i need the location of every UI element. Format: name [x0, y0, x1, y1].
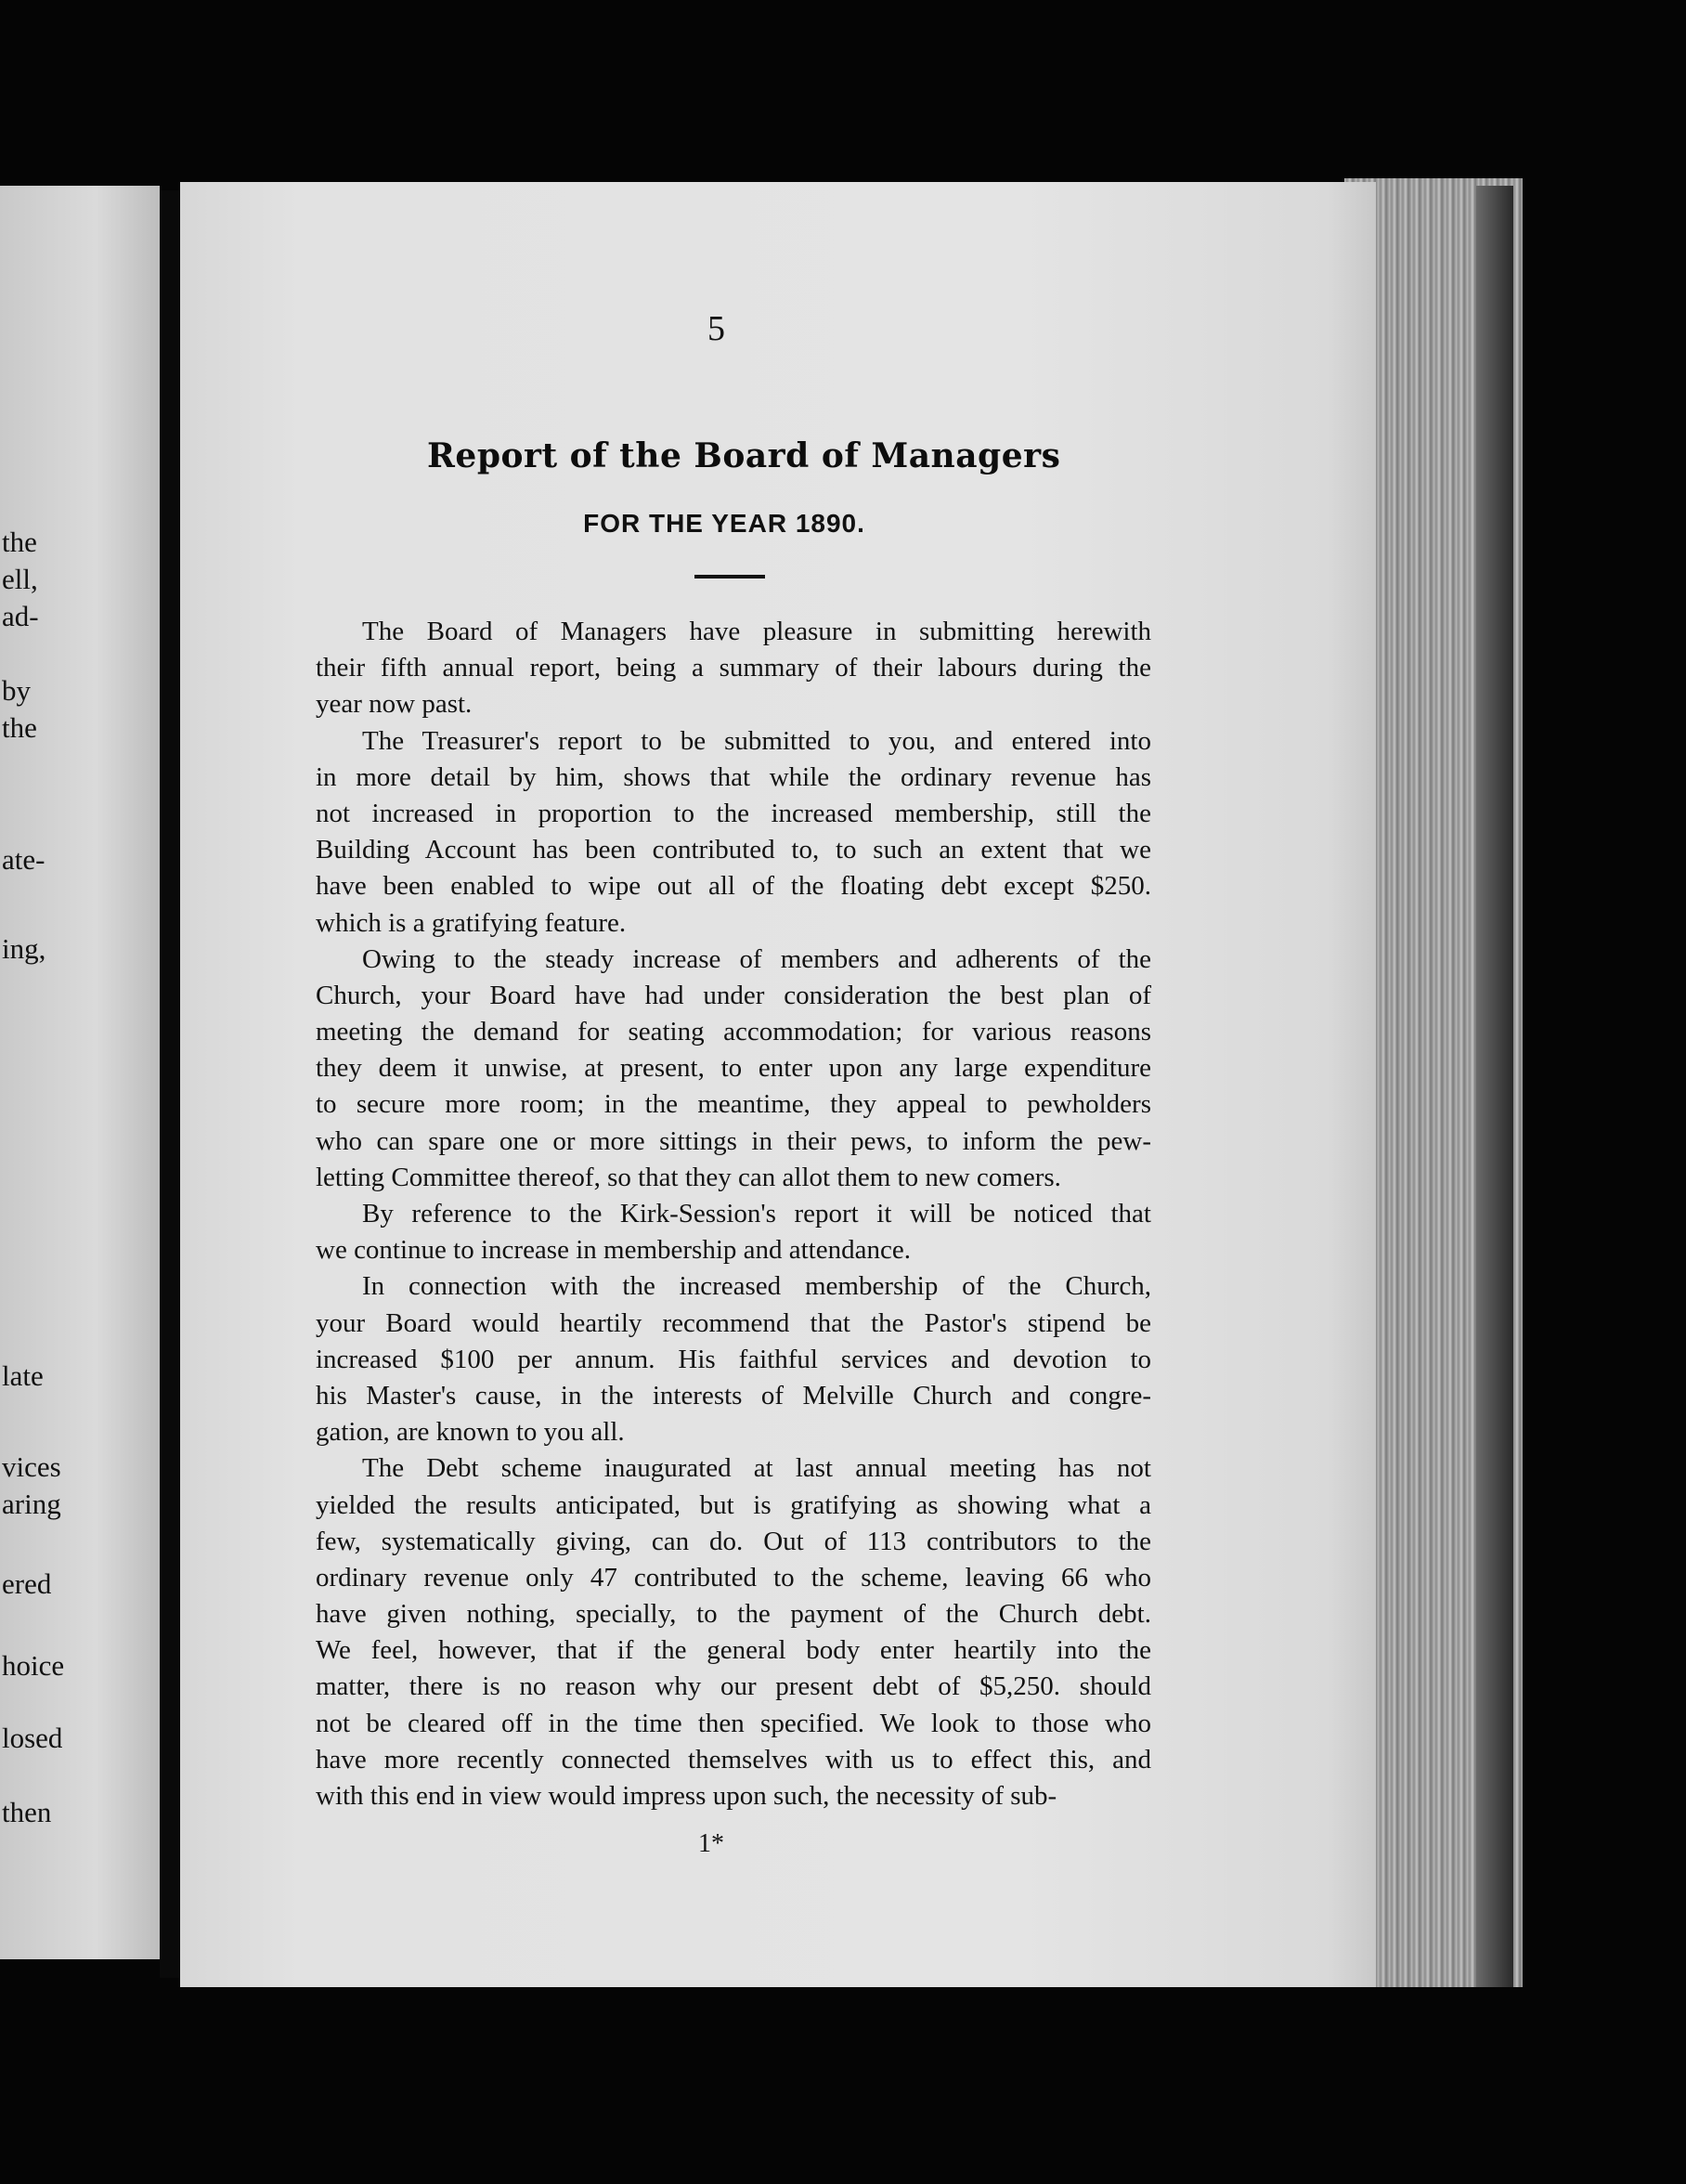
paragraph-line: We feel, however, that if the general body enter heartily into the	[316, 1635, 1151, 1666]
left-page-fragment: vices	[2, 1450, 61, 1483]
left-page-fragment: hoice	[2, 1649, 65, 1682]
left-page-fragment: by	[2, 674, 31, 707]
left-page-fragment: late	[2, 1359, 44, 1392]
paragraph-line: ordinary revenue only 47 contributed to the scheme, leaving 66 who	[316, 1562, 1151, 1592]
paragraph-line: with this end in view would impress upon such, the necessity of sub-	[316, 1781, 1057, 1811]
left-facing-page	[0, 186, 160, 1959]
paragraph-line: By reference to the Kirk-Session's report it will be noticed that	[362, 1199, 1151, 1228]
paragraph-line: we continue to increase in membership and attendance.	[316, 1235, 911, 1266]
paragraph-line: letting Committee thereof, so that they can allot them to new comers.	[316, 1162, 1061, 1192]
paragraph-line: have more recently connected themselves with us to effect this, and	[316, 1744, 1151, 1774]
left-page-fragment: the	[2, 711, 37, 744]
report-title: Report of the Board of Managers	[427, 436, 1061, 475]
paragraph-line: have given nothing, specially, to the payment of the Church debt.	[316, 1599, 1151, 1630]
paragraph-line: yielded the results anticipated, but is gratifying as showing what a	[316, 1489, 1151, 1520]
paragraph-line: your Board would heartily recommend that the Pastor's stipend be	[316, 1307, 1151, 1338]
paragraph-line: gation, are known to you all.	[316, 1417, 625, 1448]
left-page-fragment: ad-	[2, 600, 39, 632]
paragraph-line: meeting the demand for seating accommodation; for various reasons	[316, 1017, 1151, 1047]
title-divider	[694, 575, 765, 578]
report-subtitle: FOR THE YEAR 1890.	[583, 509, 865, 538]
paragraph-line: not increased in proportion to the increased membership, still the	[316, 798, 1151, 828]
paragraph-line: Church, your Board have had under consideration the best plan of	[316, 980, 1151, 1010]
paragraph-line: Building Account has been contributed to, to such an extent that we	[316, 835, 1151, 865]
paragraph-line: matter, there is no reason why our present debt of $5,250. should	[316, 1671, 1151, 1702]
paragraph-line: year now past.	[316, 689, 473, 720]
paragraph-line: Owing to the steady increase of members and adherents of the	[362, 943, 1151, 974]
left-page-fragment: ell,	[2, 563, 38, 595]
book-gutter	[160, 190, 180, 1978]
paragraph-line: few, systematically giving, can do. Out of 113 contributors to the	[316, 1526, 1151, 1556]
paragraph-line: who can spare one or more sittings in their pews, to inform the pew-	[316, 1125, 1151, 1156]
paragraph-line: in more detail by him, shows that while the ordinary revenue has	[316, 761, 1151, 792]
paragraph-line: his Master's cause, in the interests of Melville Church and congre-	[316, 1380, 1151, 1410]
page-number: 5	[707, 309, 725, 348]
left-page-fragment: aring	[2, 1488, 61, 1520]
left-page-fragment: the	[2, 526, 37, 558]
paragraph-line: have been enabled to wipe out all of the floating debt except $250.	[316, 871, 1151, 902]
paragraph-line: increased $100 per annum. His faithful services and devotion to	[316, 1344, 1151, 1374]
paragraph-line: their fifth annual report, being a summary of their labours during the	[316, 653, 1151, 683]
paragraph-line: which is a gratifying feature.	[316, 907, 627, 938]
left-page-fragment: losed	[2, 1722, 63, 1754]
left-page-fragment: then	[2, 1796, 52, 1828]
paragraph-line: they deem it unwise, at present, to enter upon any large expenditure	[316, 1053, 1151, 1084]
paragraph-line: The Treasurer's report to be submitted to you, and entered into	[362, 725, 1151, 756]
paragraph-line: In connection with the increased membership of the Church,	[362, 1271, 1151, 1302]
paragraph-line: The Debt scheme inaugurated at last annual meeting has not	[362, 1453, 1151, 1484]
paragraph-line: not be cleared off in the time then specified. We look to those who	[316, 1708, 1151, 1738]
report-body	[316, 614, 1151, 1814]
paragraph-line: to secure more room; in the meantime, they appeal to pewholders	[316, 1089, 1151, 1120]
paragraph-line: The Board of Managers have pleasure in submitting herewith	[362, 617, 1151, 646]
book-cover-edge	[1476, 186, 1513, 1987]
left-page-fragment: ate-	[2, 843, 45, 876]
left-page-fragment: ing,	[2, 932, 46, 965]
left-page-fragment: ered	[2, 1567, 52, 1600]
signature-mark: 1*	[698, 1829, 724, 1858]
